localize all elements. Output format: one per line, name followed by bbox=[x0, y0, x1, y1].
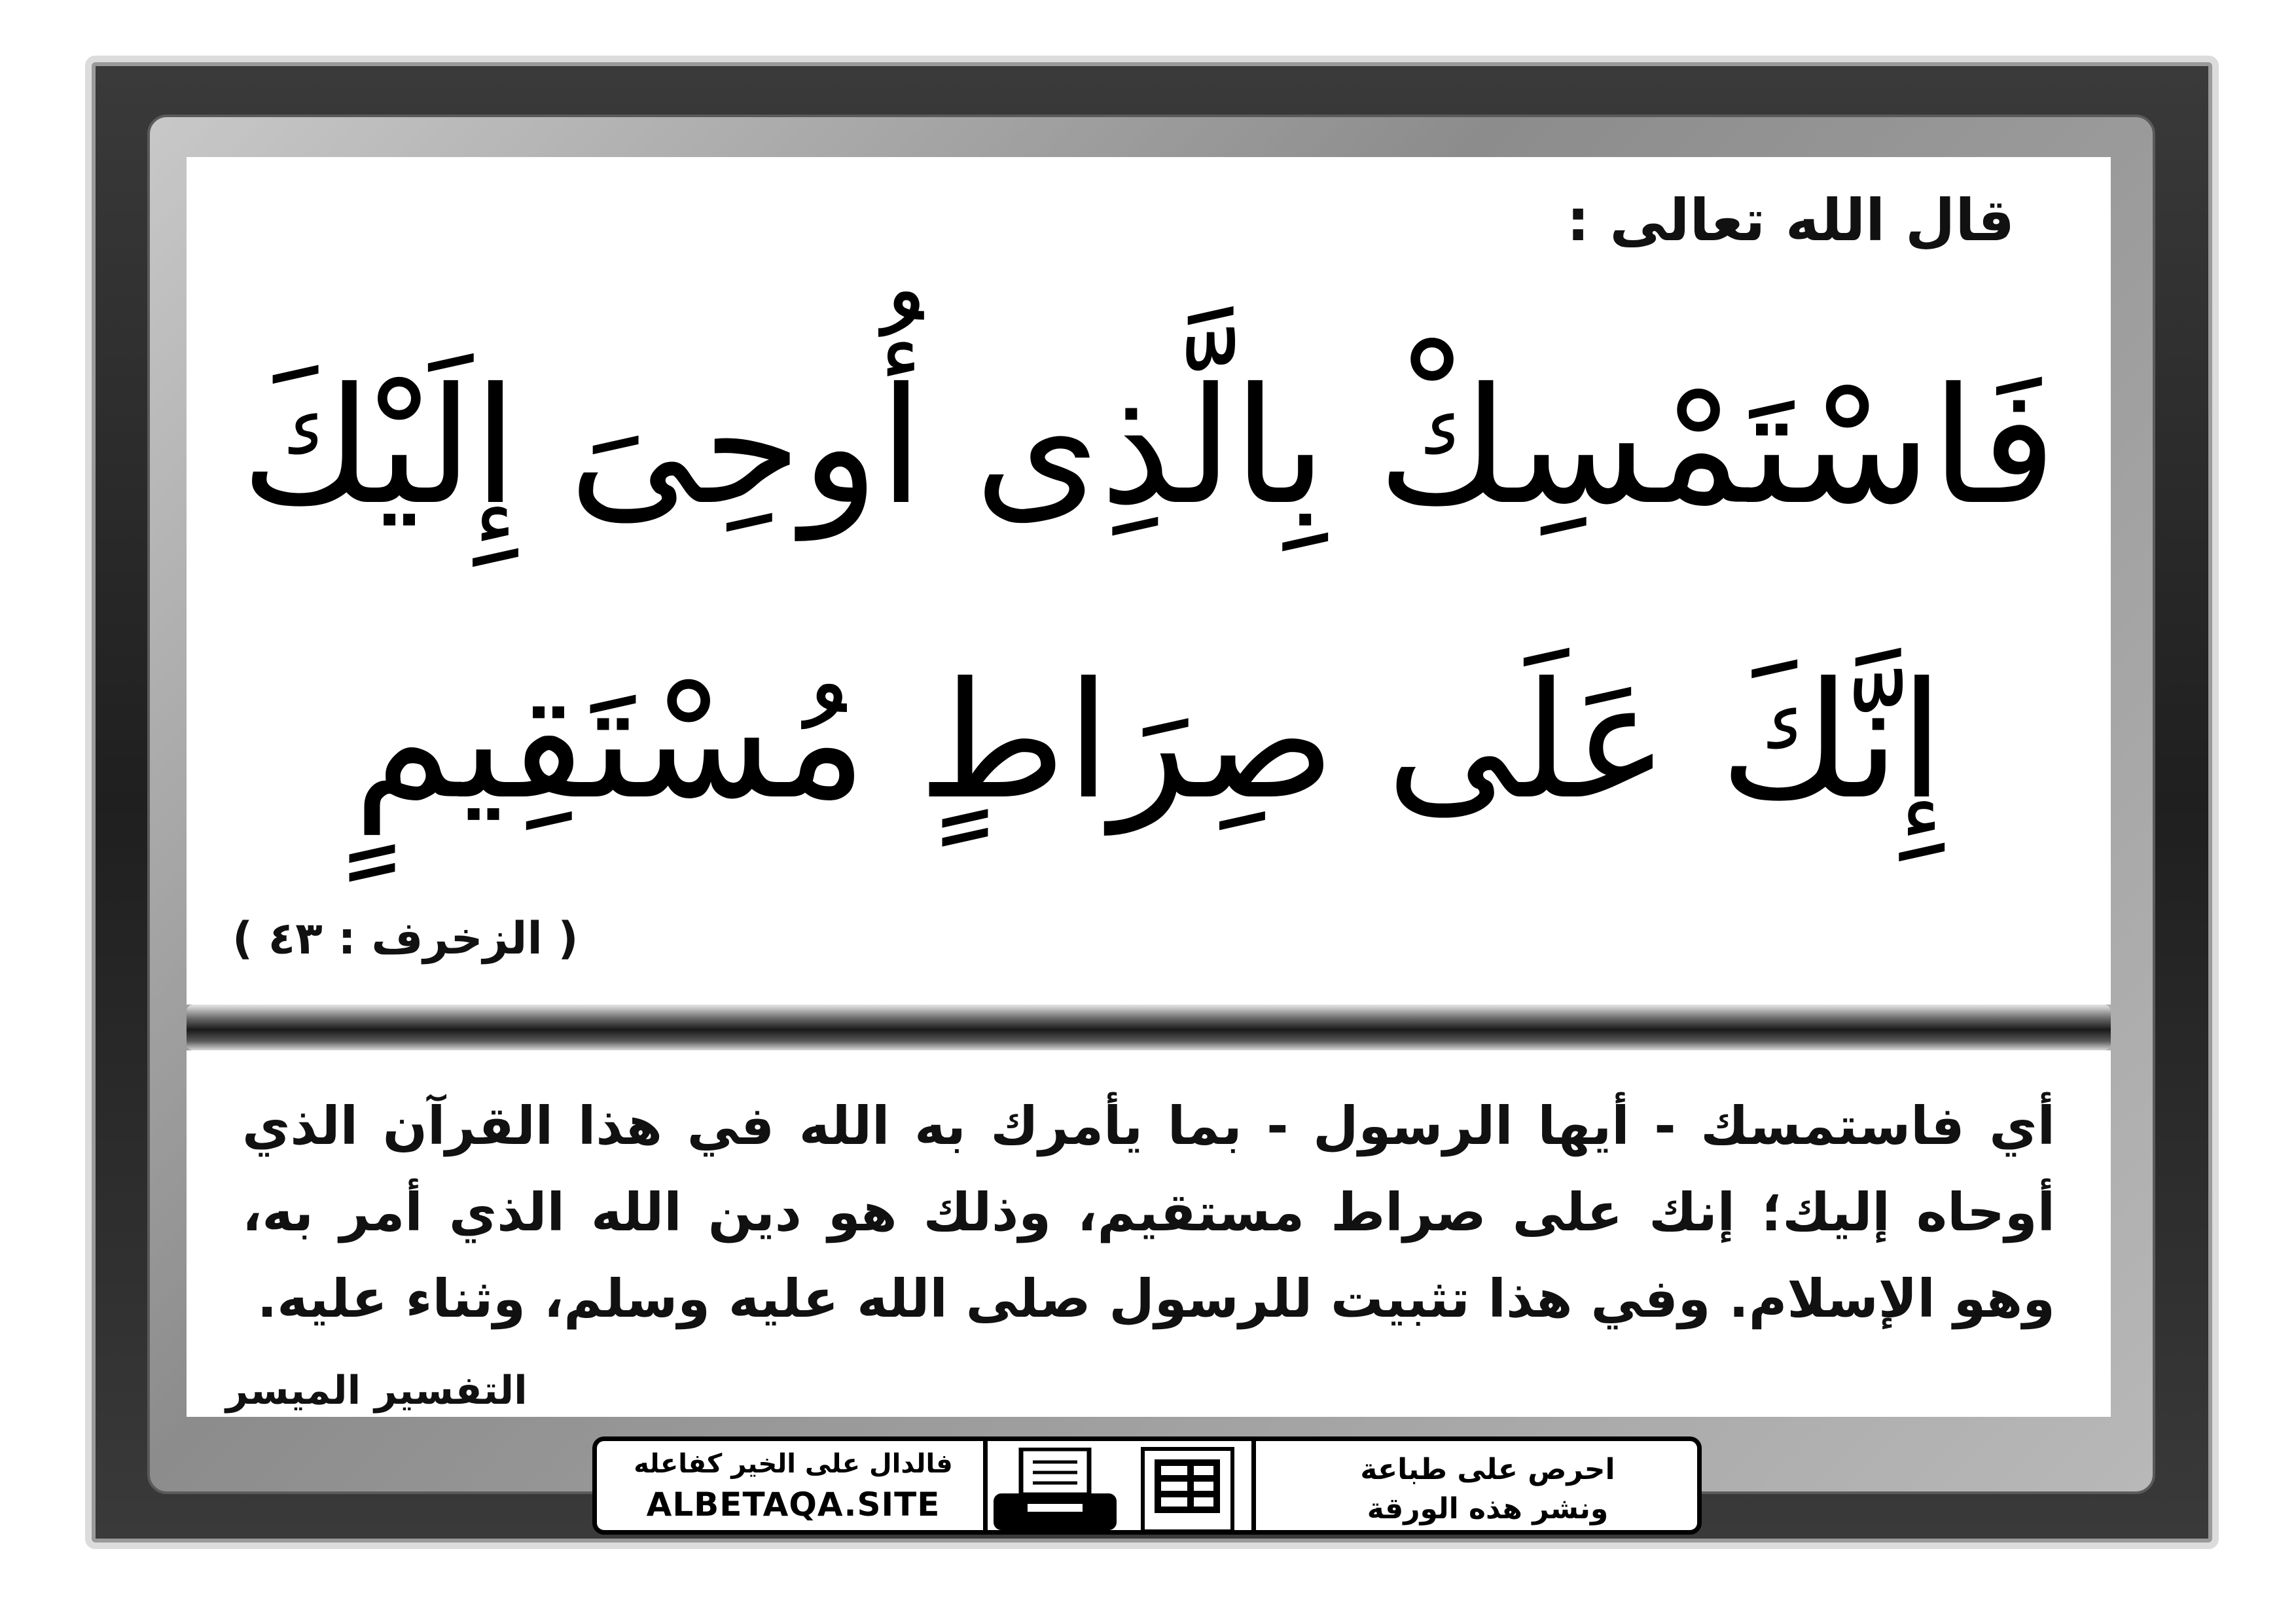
print-notice-line-1: احرص على طباعة bbox=[1360, 1453, 1615, 1486]
site-link[interactable]: ALBETAQA.SITE bbox=[646, 1486, 941, 1524]
print-notice bbox=[1304, 1450, 1671, 1529]
print-notice-line-2: ونشر هذه الورقة bbox=[1367, 1492, 1609, 1525]
verse-panel bbox=[187, 157, 2111, 1005]
footer-divider bbox=[1251, 1441, 1256, 1530]
footer-bar bbox=[592, 1436, 1702, 1535]
dawah-logo bbox=[1140, 1446, 1235, 1534]
printer-icon bbox=[990, 1448, 1121, 1533]
footer-slogan: فالدال على الخير كفاعله bbox=[634, 1449, 953, 1479]
surah-reference: ( الزخرف : ٤٣ ) bbox=[232, 913, 579, 965]
verse-line-2: إِنَّكَ عَلَى صِرَاطٍ مُسْتَقِيمٍ bbox=[353, 648, 1945, 834]
site-block bbox=[623, 1449, 963, 1524]
panel-separator bbox=[187, 1005, 2111, 1050]
tafsir-source: التفسير الميسر bbox=[226, 1368, 528, 1414]
verse-line-1: فَاسْتَمْسِكْ بِالَّذِى أُوحِىَ إِلَيْكَ bbox=[240, 353, 2057, 540]
intro-text: قال الله تعالى : bbox=[1566, 187, 2015, 254]
tafsir-text: أي فاستمسك - أيها الرسول - بما يأمرك به الله في هذا القرآن الذي أوحاه إليك؛ إنك على صراط مستقيم، وذلك هو دين الله الذي أمر به، وهو الإسلام. وفي هذا تثبيت للرسول صلى الله عليه وسلم، وثناء عليه. bbox=[242, 1096, 2055, 1329]
footer-divider bbox=[983, 1441, 988, 1530]
